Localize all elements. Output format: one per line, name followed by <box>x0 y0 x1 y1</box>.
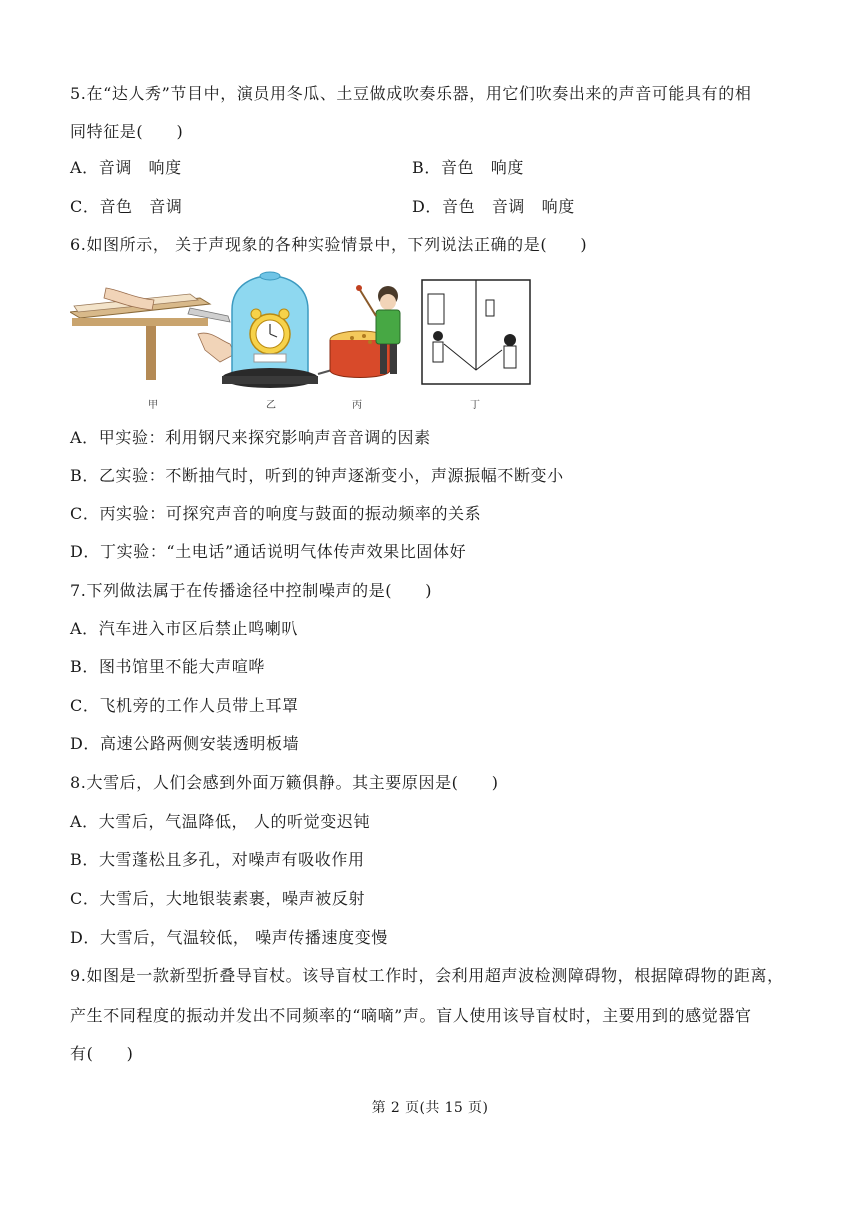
q8-option-b: B．大雪蓬松且多孔，对噪声有吸收作用 <box>70 850 365 869</box>
q9-stem-line2: 产生不同程度的振动并发出不同频率的“嘀嘀”声。盲人使用该导盲杖时，主要用到的感觉器官 <box>70 1006 752 1025</box>
q7-option-b: B．图书馆里不能大声喧哗 <box>70 657 265 676</box>
q7-option-d: D．高速公路两侧安装透明板墙 <box>70 734 300 753</box>
caption-jia: 甲 <box>148 400 158 411</box>
q7-option-a: A．汽车进入市区后禁止鸣喇叭 <box>70 619 298 638</box>
q5-stem-line1: 5.在“达人秀”节目中，演员用冬瓜、土豆做成吹奏乐器，用它们吹奏出来的声音可能具有的相 <box>70 84 752 103</box>
q6-option-a: A．甲实验：利用钢尺来探究影响声音音调的因素 <box>70 428 431 447</box>
page-footer: 第 2 页(共 15 页) <box>371 1100 489 1116</box>
q5-option-c: C．音色 音调 <box>70 197 183 216</box>
ruler-experiment-illustration <box>70 288 235 411</box>
q6-experiment-figure <box>70 270 534 418</box>
q7-stem: 7.下列做法属于在传播途径中控制噪声的是( ) <box>70 581 433 600</box>
q9-stem-line3: 有( ) <box>70 1044 134 1063</box>
q6-option-d: D．丁实验：“土电话”通话说明气体传声效果比固体好 <box>70 542 467 561</box>
caption-bing: 丙 <box>352 400 362 411</box>
q5-option-b: B．音色 响度 <box>412 158 524 177</box>
q5-stem-line2: 同特征是( ) <box>70 122 184 141</box>
q8-option-c: C．大雪后，大地银装素裹，噪声被反射 <box>70 889 366 908</box>
q7-option-c: C．飞机旁的工作人员带上耳罩 <box>70 696 299 715</box>
q8-stem: 8.大雪后，人们会感到外面万籁俱静。其主要原因是( ) <box>70 773 499 792</box>
q8-option-a: A．大雪后，气温降低， 人的听觉变迟钝 <box>70 812 371 831</box>
caption-yi: 乙 <box>266 400 276 411</box>
q5-option-a: A．音调 响度 <box>70 158 182 177</box>
bell-jar-illustration <box>222 272 332 411</box>
string-telephone-illustration <box>422 280 530 411</box>
q6-stem: 6.如图所示， 关于声现象的各种实验情景中，下列说法正确的是( ) <box>70 235 588 254</box>
q6-option-b: B．乙实验：不断抽气时，听到的钟声逐渐变小，声源振幅不断变小 <box>70 466 564 485</box>
drum-illustration <box>330 285 400 411</box>
q5-option-d: D．音色 音调 响度 <box>412 197 575 216</box>
q6-figure-svg <box>70 270 534 418</box>
q6-option-c: C．丙实验：可探究声音的响度与鼓面的振动频率的关系 <box>70 504 482 523</box>
q8-option-d: D．大雪后，气温较低， 噪声传播速度变慢 <box>70 928 388 947</box>
caption-ding: 丁 <box>470 400 480 411</box>
q9-stem-line1: 9.如图是一款新型折叠导盲杖。该导盲杖工作时，会利用超声波检测障碍物，根据障碍物的距离， <box>70 966 784 985</box>
